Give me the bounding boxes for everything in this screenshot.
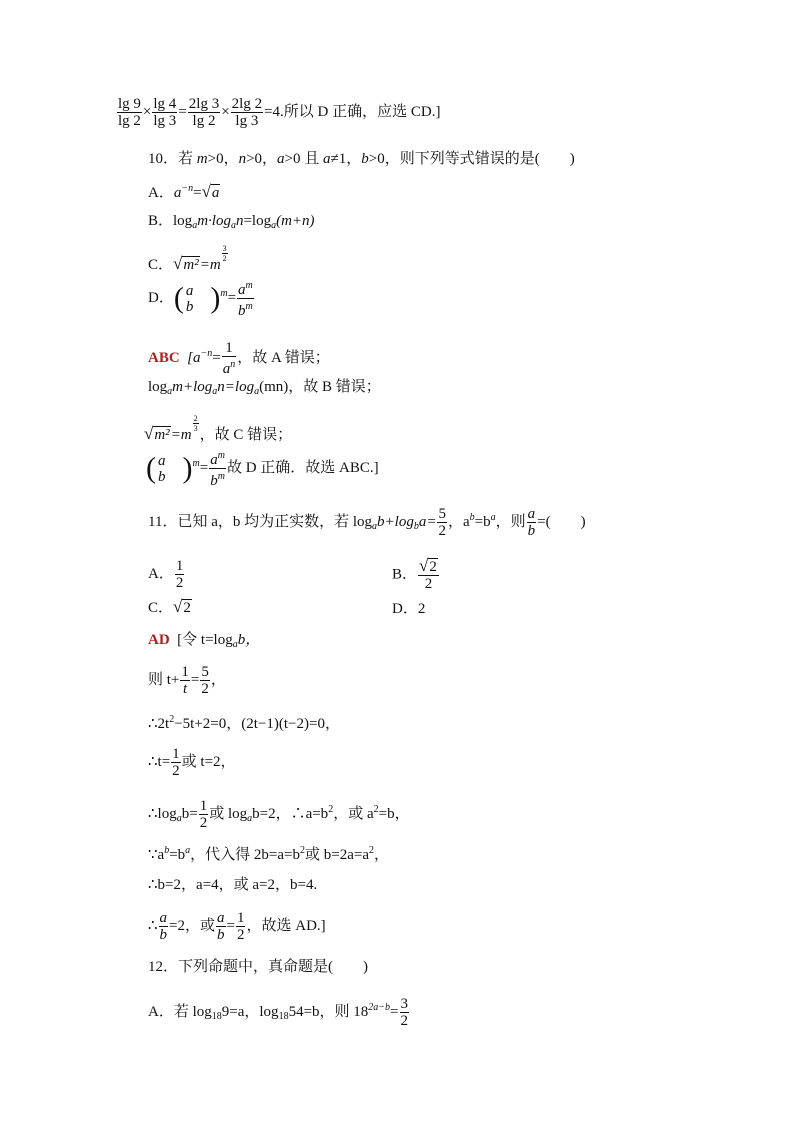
q11-solution-7: ∴b=2，a=4，或 a=2，b=4. (148, 877, 318, 893)
sqrt-symbol: √a (201, 182, 220, 201)
sqrt-symbol: √2 (419, 556, 437, 575)
fraction: $\frac{3}{2}$ (400, 996, 408, 1029)
fraction: $\frac{5}{2}$ (201, 664, 209, 697)
fraction: $\frac{√2}{2}$ (419, 556, 437, 592)
answer-tag: AD (148, 632, 170, 648)
q12-option-a: A．若 $\log_{18}9=a$，$\log_{18}54=b$，则 $18^{2a-b}=$ $\frac{3}{2}$ (148, 996, 408, 1029)
q10-solution-b: $\log_am+\log_an=\log_a(mn)$，故 B 错误； (148, 379, 381, 397)
q10-option-b: B．$\log_am\cdot\log_an=\log_a(m+n)$ (148, 213, 315, 231)
fraction: $\frac{1}{2}$ (199, 798, 208, 831)
exponent-fraction: $\frac{2}{3}$ (193, 414, 198, 433)
q10-stem: 10．若 m>0，n>0，a>0 且 a≠1，b>0，则下列等式错误的是( ) (148, 151, 575, 167)
exponent-fraction: $\frac{3}{2}$ (222, 244, 227, 263)
sqrt-symbol: √m² (144, 424, 170, 443)
fraction: $\frac{2\lg 3}{\lg 2}$ (188, 96, 220, 129)
q10-solution-d: ( a b )$^m$= $\frac{a^m}{b^m}$ 故 D 正确．故选 ABC.] (146, 450, 379, 489)
q12-stem: 12．下列命题中，真命题是( ) (148, 959, 368, 975)
q11-option-d: D．2 (392, 601, 426, 617)
q11-solution-3: $\therefore 2t^2-5t+2=0$，(2t−1)(t−2)=0， (148, 714, 340, 732)
fraction: $\frac{\lg 9}{\lg 2}$ (118, 96, 141, 129)
fraction: a b (185, 282, 194, 315)
q10-option-c: C．√m²=m $\frac{3}{2}$ (148, 244, 227, 273)
fraction: $\frac{1}{2}$ (175, 558, 184, 591)
top-equation: $\frac{\lg 9}{\lg 2}$ × $\frac{\lg 4}{\lg 3}$ = $\frac{2\lg 3}{\lg 2}$ × $\frac{2\lg 2}{\lg 3}$ =4.所以 D 正确，应选 CD.] (118, 96, 441, 129)
q11-solution-2: 则 t+ $\frac{1}{t}$ = $\frac{5}{2}$ ， (148, 664, 226, 697)
fraction: $\frac{a}{b}$ (159, 910, 168, 943)
q10-solution-a: ABC [$a^{-n}=$ $\frac{1}{a^n}$ ，故 A 错误； (148, 340, 330, 377)
fraction: $\frac{1}{2}$ (236, 910, 245, 943)
q11-solution-8: ∴ $\frac{a}{b}$ =2，或 $\frac{a}{b}$ = $\frac{1}{2}$ ，故选 AD.] (148, 910, 326, 943)
fraction: $\frac{a}{b}$ (217, 910, 225, 943)
fraction: $\frac{2\lg 2}{\lg 3}$ (231, 96, 263, 129)
q10-option-d: D．( a b )$^m$= $\frac{a^m}{b^m}$ (148, 280, 253, 319)
fraction: $\frac{a}{b}$ (527, 506, 536, 539)
sqrt-symbol: √2 (173, 597, 191, 616)
q11-solution-6: $\because a^b=b^a$，代入得 $2b=a=b^2$或 $b=2a=a^2$， (148, 845, 390, 863)
q11-solution-4: ∴t= $\frac{1}{2}$ 或 t=2， (148, 746, 236, 779)
fraction: $\frac{a^m}{b^m}$ (238, 280, 253, 319)
q11-option-a: A． $\frac{1}{2}$ (148, 558, 184, 591)
q11-solution-5: $\therefore\log_ab=$ $\frac{1}{2}$ 或 $\log_ab=2$，$\therefore a=b^2$，或 $a^2=b$， (148, 798, 410, 831)
fraction: $\frac{1}{t}$ (181, 664, 189, 697)
q10-solution-c: √m²=m $\frac{2}{3}$ ，故 C 错误； (144, 414, 293, 443)
sqrt-symbol: √m² (173, 254, 199, 273)
q11-option-b: B． $\frac{√2}{2}$ (392, 556, 437, 592)
q11-option-c: C．√2 (148, 597, 191, 616)
fraction: $\frac{\lg 4}{\lg 3}$ (153, 96, 177, 129)
fraction: $\frac{a^m}{b^m}$ (210, 450, 225, 489)
fraction: $\frac{1}{2}$ (172, 746, 180, 779)
q11-solution-1: AD [令 $t=\log_ab$， (148, 632, 261, 650)
answer-tag: ABC (148, 349, 180, 366)
fraction: a b (158, 452, 166, 485)
fraction: $\frac{5}{2}$ (438, 506, 446, 539)
fraction: $\frac{1}{a^n}$ (222, 340, 236, 377)
q10-option-a: A．$a^{-n}=√a$ (148, 182, 220, 201)
q11-stem: 11．已知 a，b 均为正实数，若 $\log_ab+\log_ba=$ $\frac{5}{2}$ ，$a^b=b^a$，则 $\frac{a}{b}$ =( ) (148, 506, 586, 539)
